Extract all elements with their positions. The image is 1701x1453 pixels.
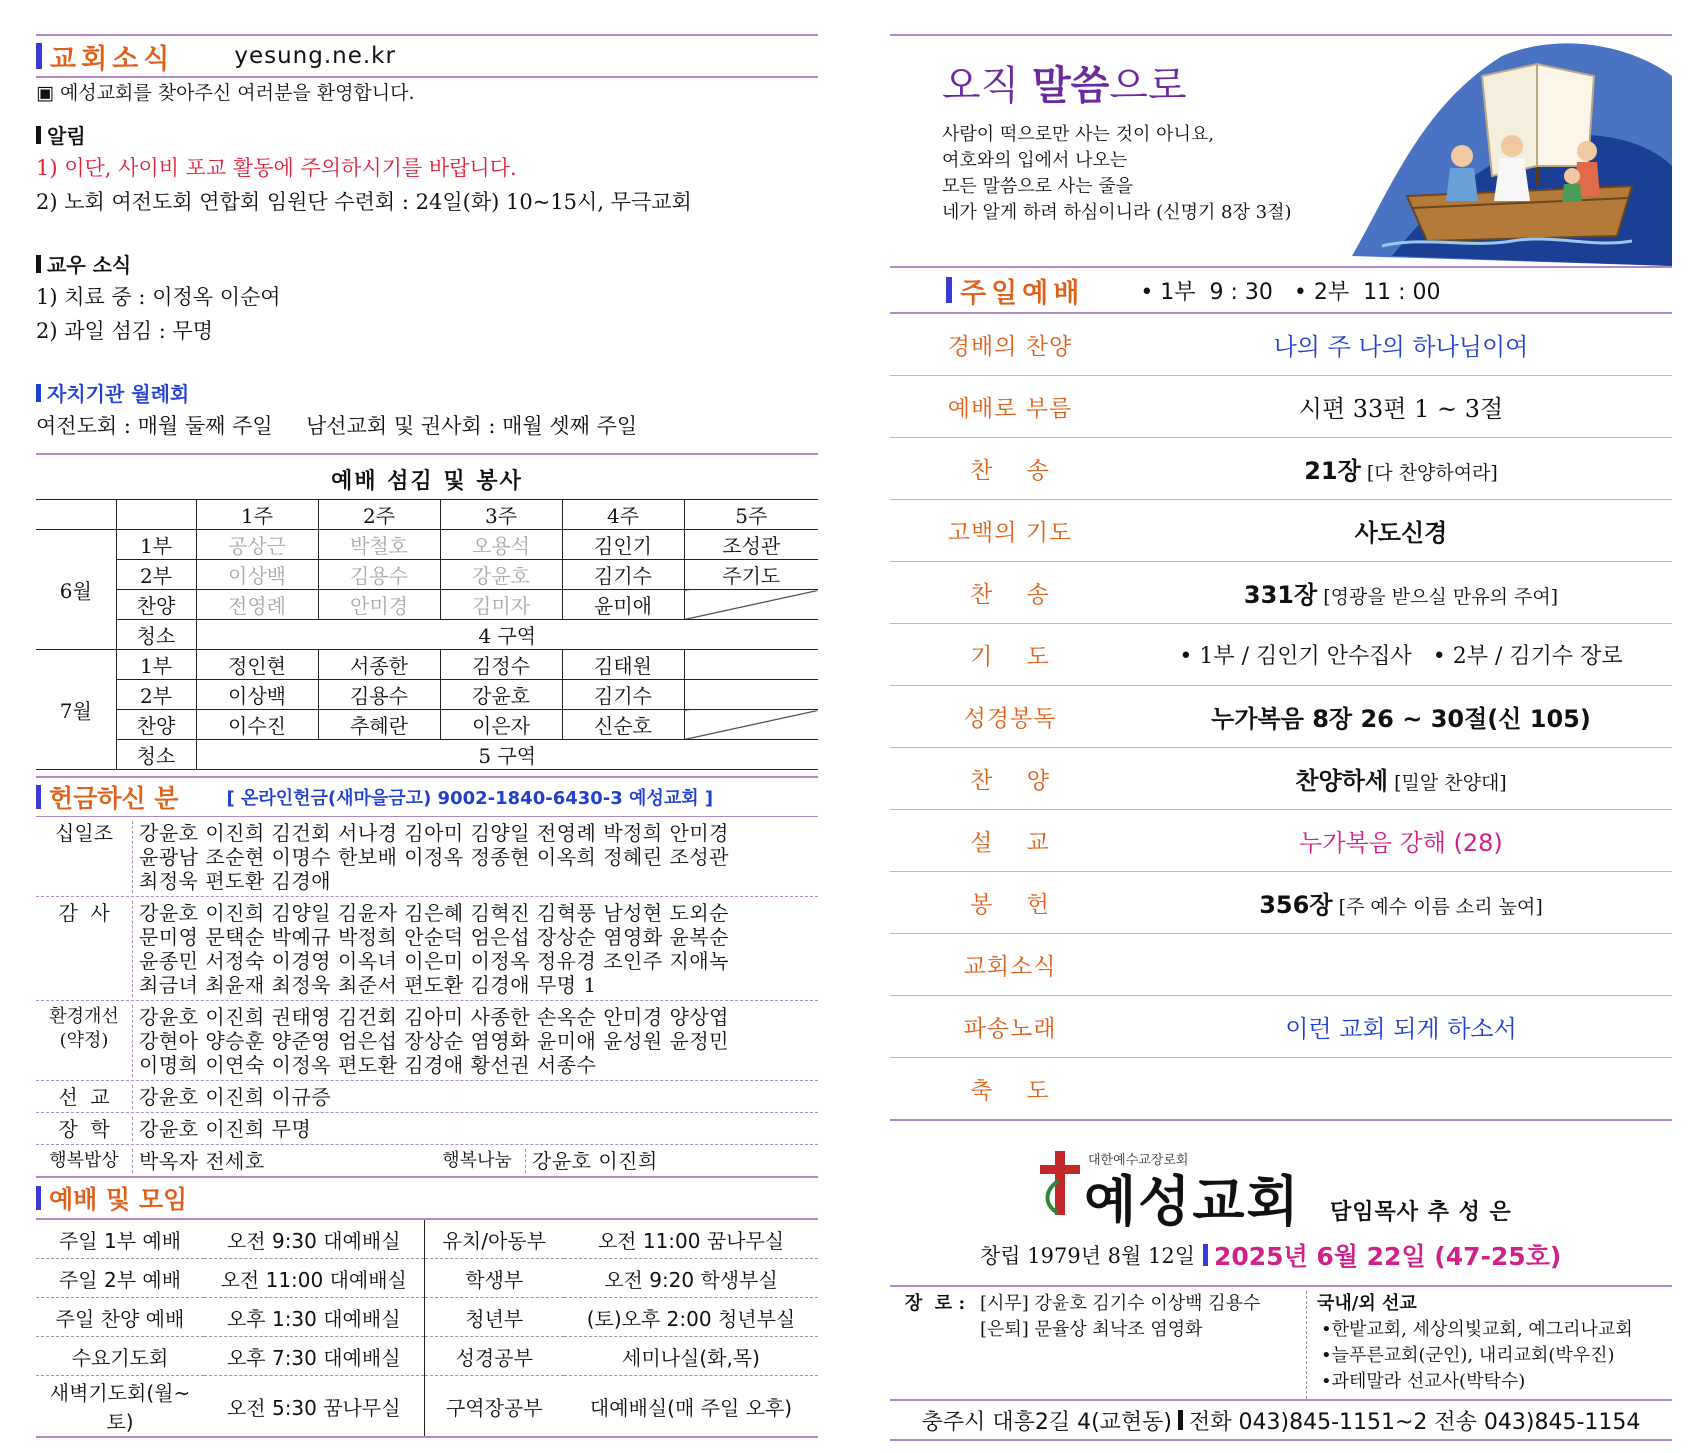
member-news-item-2: 2) 과일 섬김 : 무명 [36,319,214,343]
service-table [36,499,818,770]
june-row-2: 2부 이상백 김용수 강윤호 김기수 주기도 [36,560,818,590]
month-july: 7월 [36,650,116,770]
july-clean-row: 청소 5 구역 [36,740,818,770]
elders-label: 장 로 : [904,1293,966,1314]
offering-header [36,778,818,816]
service-table-title: 예배 섬김 및 봉사 [331,469,523,494]
offering-row-scholarship: 장 학 강윤호 이진희 무명 [36,1113,818,1145]
july-row-3: 찬양 이수진 추혜란 이은자 신순호 [36,710,818,740]
section-bar-icon [36,43,42,69]
offering-title: 헌금하신 분 [49,784,179,813]
member-news-heading: 교우 소식 [36,249,818,278]
meeting-row: 주일 1부 예배 오전 9:30 대예배실 유치/아동부 오전 11:00 꿈나무실 [36,1220,818,1259]
section-bar-icon [36,1186,41,1210]
elders-active: [시무] 강윤호 김기수 이상백 김용수 [980,1293,1261,1314]
worship-row: 성경봉독 누가복음 8장 26 ~ 30절(신 105) [890,686,1672,748]
monthly-heading: 자치기관 월례회 [36,378,818,407]
section-bar-icon [946,277,952,303]
pastor-name: 담임목사 추 성 은 [1330,1200,1512,1225]
elders-block [890,1291,1307,1399]
church-address: 충주시 대흥2길 4(교현동) [921,1409,1172,1435]
worship-row: 찬 송 331장 [영광을 받으실 만유의 주여] [890,562,1672,624]
church-cross-logo-icon [1038,1151,1082,1215]
worship-row: 축 도 [890,1058,1672,1121]
sunday-worship-header [890,268,1672,312]
mission-item: •한밭교회, 세상의빛교회, 예그리나교회 [1321,1319,1633,1340]
june-row-1: 6월 1부 공상근 박철호 오용석 김인기 조성관 [36,530,818,560]
worship-row: 봉 헌 356장 [주 예수 이름 소리 높여] [890,872,1672,934]
meeting-row: 새벽기도회(월~토) 오전 5:30 꿈나무실 구역장공부 대예배실(매 주일 오후) [36,1376,818,1438]
meetings-header [36,1178,818,1218]
offering-row-tithe: 십일조 강윤호 이진희 김건회 서나경 김아미 김양일 전영례 박정희 안미경 윤광남 조순현 이명수 한보배 이정옥 정종현 이옥희 정혜린 조성관 최정욱 편도환 김경애 [36,817,818,897]
worship-row: 경배의 찬양 나의 주 나의 하나님이여 [890,314,1672,376]
missions-title: 국내/외 선교 [1317,1293,1417,1314]
june-clean-row: 청소 4 구역 [36,620,818,650]
worship-row: 교회소식 [890,934,1672,996]
worship-row: 고백의 기도 사도신경 [890,500,1672,562]
meetings-title: 예배 및 모임 [49,1185,188,1214]
address-line [890,1401,1672,1439]
bulletin-date: 2025년 6월 22일 (47-25호) [1213,1242,1562,1271]
square-bullet-icon [36,384,41,402]
week-header-row [36,500,818,530]
church-footer [890,1121,1672,1271]
offering-row-environment: 환경개선 (약정) 강윤호 이진희 권태영 김건회 김아미 사종한 손옥순 안미경 양상엽 강현아 양승훈 양준영 엄은섭 장상순 염영화 윤미애 윤성원 윤정민 이명희 이연숙 이정옥 편도환 김경애 황선권 서종수 [36,1001,818,1081]
week-header: 1주 [196,500,318,530]
empty-cell-diagonal [684,710,818,740]
meeting-row: 수요기도회 오후 7:30 대예배실 성경공부 세미나실(화,목) [36,1337,818,1376]
church-website[interactable]: yesung.ne.kr [234,43,396,69]
left-column [36,34,818,1438]
july-row-2: 2부 이상백 김용수 강윤호 김기수 [36,680,818,710]
worship-row: 찬 송 21장 [다 찬양하여라] [890,438,1672,500]
june-row-3: 찬양 전영례 안미경 김미자 윤미애 [36,590,818,620]
founding-date-line [980,1237,1561,1273]
worship-times: • 1부 9 : 30 • 2부 11 : 00 [1140,279,1441,305]
denomination-name: 대한예수교장로회 [1088,1153,1189,1168]
notice-heading: 알림 [36,120,818,149]
welcome-text: ▣ 예성교회를 찾아주신 여러분을 환영합니다. [36,82,415,104]
worship-order-list [890,314,1672,1121]
elders-missions [890,1287,1672,1399]
meetings-table [36,1220,818,1438]
church-news-title: 교회소식 [50,43,175,75]
notice-item-1: 1) 이단, 사이비 포교 활동에 주의하시기를 바랍니다. [36,156,517,180]
verse-text: 사람이 떡으로만 사는 것이 아니요, 여호와의 입에서 나오는 모든 말씀으로 사는 줄을 네가 알게 하려 하심이니라 (신명기 8장 3절) [942,124,1292,223]
monthly-text: 여전도회 : 매월 둘째 주일 남선교회 및 권사회 : 매월 셋째 주일 [36,414,638,438]
meeting-row: 주일 2부 예배 오전 11:00 대예배실 학생부 오전 9:20 학생부실 [36,1259,818,1298]
week-header: 2주 [318,500,440,530]
section-bar-icon [36,785,41,809]
missions-block [1307,1291,1633,1399]
boat-illustration-icon [1332,36,1672,266]
july-row-1: 7월 1부 정인현 서종한 김정수 김태원 [36,650,818,680]
verse-block [890,36,1672,266]
worship-row: 기 도 • 1부 / 김인기 안수집사 • 2부 / 김기수 장로 [890,624,1672,686]
week-header: 4주 [562,500,684,530]
right-column [890,34,1672,1441]
section-bar-icon [1203,1244,1208,1266]
elders-retired: [은퇴] 문율상 최낙조 염영화 [980,1319,1203,1340]
online-offering-account: [ 온라인헌금(새마을금고) 9002-1840-6430-3 예성교회 ] [226,788,714,809]
member-news-item-1: 1) 치료 중 : 이정옥 이순여 [36,285,281,309]
verse-title: 오직 말씀으로 [942,62,1187,109]
founded-date: 창립 1979년 8월 12일 [980,1244,1195,1268]
notice-item-2: 2) 노회 여전도회 연합회 임원단 수련회 : 24일(화) 10~15시, 무극교회 [36,190,692,214]
church-news-header [36,36,818,76]
week-header: 5주 [684,500,818,530]
sunday-worship-title: 주일예배 [960,277,1085,309]
meeting-row: 주일 찬양 예배 오후 1:30 대예배실 청년부 (토)오후 2:00 청년부실 [36,1298,818,1337]
mission-item: •늘푸른교회(군인), 내리교회(박우진) [1321,1345,1615,1366]
mission-item: •과테말라 선교사(박탁수) [1321,1371,1526,1392]
offering-row-thanks: 감 사 강윤호 이진희 김양일 김윤자 김은혜 김혁진 김혁풍 남성현 도외순 문미영 문택순 박예규 박정희 안순덕 엄은섭 장상순 염영화 윤복순 윤종민 서정숙 이경영 이옥녀 이은미 이정옥 정유경 조인주 지애녹 최금녀 최윤재 최정욱 최준서 편도환 김경애 무명 1 [36,897,818,1001]
square-bullet-icon [36,255,41,273]
offering-row-mission: 선 교 강윤호 이진희 이규증 [36,1081,818,1113]
church-name-logo: 예성교회 [1084,1170,1301,1233]
separator-bar-icon [1178,1410,1183,1430]
empty-cell-diagonal [684,590,818,620]
square-bullet-icon [36,126,41,144]
worship-row: 설 교 누가복음 강해 (28) [890,810,1672,872]
church-phone: 전화 043)845-1151~2 전송 043)845-1154 [1189,1409,1641,1435]
week-header: 3주 [440,500,562,530]
worship-row: 파송노래 이런 교회 되게 하소서 [890,996,1672,1058]
worship-row: 찬 양 찬양하세 [밀알 찬양대] [890,748,1672,810]
worship-row: 예배로 부름 시편 33편 1 ~ 3절 [890,376,1672,438]
offering-row-happy: 행복밥상 박옥자 전세호 행복나눔 강윤호 이진희 [36,1145,818,1176]
month-june: 6월 [36,530,116,650]
offering-list [36,817,818,1176]
